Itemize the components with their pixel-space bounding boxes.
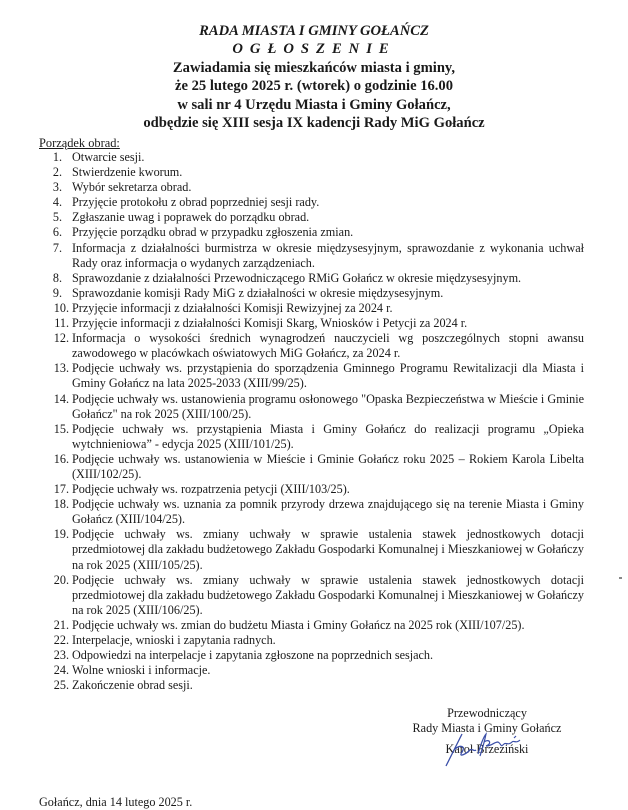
agenda-item bbox=[39, 180, 584, 195]
signature-stroke bbox=[446, 734, 476, 766]
agenda-item-number: 15. bbox=[53, 421, 69, 436]
agenda-item-text: Przyjęcie informacji z działalności Komisji Rewizyjnej za 2024 r. bbox=[72, 300, 393, 315]
agenda-item bbox=[39, 633, 584, 648]
agenda-item-number: 4. bbox=[52, 195, 62, 210]
organization-name: RADA MIASTA I GMINY GOŁAŃCZ bbox=[199, 23, 429, 39]
agenda-item bbox=[39, 271, 584, 286]
agenda-item-number: 23. bbox=[53, 648, 69, 663]
agenda-item-text: Zgłaszanie uwag i poprawek do porządku obrad. bbox=[72, 210, 310, 225]
agenda-item-text: Podjęcie uchwały ws. zmiany uchwały w sprawie ustalenia stawek jednostkowych dotacji przedmiotowej dla zakładu budżetowego Zakładu Gospodarki Komunalnej i Mieszkaniowej w Gołańczy na rok 2025 (XIII/105/25). bbox=[72, 527, 584, 572]
agenda-item-text: Sprawozdanie z działalności Przewodniczącego RMiG Gołańcz w okresie międzysesyjnym. bbox=[72, 270, 522, 285]
agenda-item-number: 22. bbox=[53, 633, 69, 647]
agenda-item-number: 16. bbox=[53, 451, 69, 466]
agenda-item bbox=[39, 316, 584, 331]
agenda-item bbox=[39, 241, 584, 271]
agenda-item-number: 21. bbox=[53, 617, 69, 632]
agenda-item bbox=[39, 422, 584, 452]
agenda-item-text: Zakończenie obrad sesji. bbox=[72, 678, 193, 693]
agenda-item-number: 18. bbox=[53, 497, 69, 512]
place-and-date: Gołańcz, dnia 14 lutego 2025 r. bbox=[39, 795, 193, 809]
agenda-item-text: Przyjęcie porządku obrad w przypadku zgłoszenia zmian. bbox=[72, 225, 354, 240]
agenda-item bbox=[39, 361, 584, 391]
signer-role: Przewodniczący bbox=[447, 706, 527, 720]
agenda-item-number: 3. bbox=[52, 180, 62, 195]
agenda-item bbox=[39, 527, 584, 572]
document-header bbox=[0, 22, 628, 132]
agenda-item bbox=[39, 648, 584, 663]
agenda-item bbox=[39, 678, 584, 693]
agenda-item-number: 2. bbox=[52, 165, 62, 180]
agenda-item-text: Sprawozdanie komisji Rady MiG z działalności w okresie międzysesyjnym. bbox=[72, 285, 444, 300]
agenda-item-number: 10. bbox=[53, 300, 69, 315]
agenda-item bbox=[39, 331, 584, 361]
agenda-item-number: 5. bbox=[52, 210, 62, 225]
announcement-line: że 25 lutego 2025 r. (wtorek) o godzinie 16.00 bbox=[174, 78, 454, 95]
agenda-item bbox=[39, 210, 584, 225]
agenda-item-text: Otwarcie sesji. bbox=[72, 150, 145, 164]
agenda-item-text: Wolne wnioski i informacje. bbox=[72, 663, 211, 678]
agenda-item-number: 1. bbox=[52, 150, 62, 164]
agenda-item bbox=[39, 392, 584, 422]
agenda-item-number: 11. bbox=[54, 316, 69, 331]
agenda-item bbox=[39, 225, 584, 240]
agenda-item bbox=[39, 482, 584, 497]
agenda-title: Porządek obrad: bbox=[39, 136, 120, 150]
agenda-item-number: 20. bbox=[53, 572, 69, 587]
agenda-item bbox=[39, 618, 584, 633]
announcement-line: Zawiadamia się mieszkańców miasta i gminy, bbox=[172, 59, 456, 76]
agenda-item-text: Interpelacje, wnioski i zapytania radnych. bbox=[72, 633, 276, 647]
agenda-item bbox=[39, 452, 584, 482]
agenda-item-text: Podjęcie uchwały ws. rozpatrzenia petycji (XIII/103/25). bbox=[72, 482, 350, 497]
signer-organization: Rady Miasta i Gminy Gołańcz bbox=[412, 721, 562, 735]
agenda-item-number: 17. bbox=[53, 482, 69, 497]
handwritten-signature bbox=[440, 732, 530, 768]
announcement-line: w sali nr 4 Urzędu Miasta i Gminy Gołańcz, bbox=[177, 96, 451, 113]
agenda-item-number: 24. bbox=[53, 663, 69, 678]
agenda-item bbox=[39, 497, 584, 527]
signer-name: Karol Brzeziński bbox=[445, 742, 529, 756]
agenda-item bbox=[39, 663, 584, 678]
agenda-item bbox=[39, 150, 584, 165]
agenda-item-number: 9. bbox=[52, 285, 62, 300]
agenda-item-text: Podjęcie uchwały ws. zmian do budżetu Miasta i Gminy Gołańcz na 2025 rok (XIII/107/25). bbox=[72, 617, 525, 632]
signature-stroke bbox=[478, 734, 520, 756]
agenda-item-number: 14. bbox=[53, 391, 69, 406]
agenda-item-text: Odpowiedzi na interpelacje i zapytania zgłoszone na poprzednich sesjach. bbox=[72, 648, 434, 663]
agenda-item-number: 6. bbox=[52, 225, 62, 240]
agenda-item-text: Informacja o wysokości średnich wynagrodzeń nauczycieli wg poszczególnych stopni awansu zawodowego w placówkach oświatowych MiG Gołańcz, za 2024 r. bbox=[72, 331, 584, 361]
agenda-item-text: Podjęcie uchwały ws. ustanowienia w Mieście i Gminie Gołańcz roku 2025 – Rokiem Karola Libelta (XIII/102/25). bbox=[72, 451, 584, 481]
agenda-item-text: Podjęcie uchwały ws. zmiany uchwały w sprawie ustalenia stawek jednostkowych dotacji przedmiotowej dla zakładu budżetowego Zakładu Gospodarki Komunalnej i Mieszkaniowej w Gołańczy na rok 2025 (XIII/106/25). bbox=[72, 572, 584, 617]
agenda-item bbox=[39, 165, 584, 180]
agenda-item-text: Podjęcie uchwały ws. przystąpienia Miasta i Gminy Gołańcz do realizacji programu „Opieka wytchnieniowa” - edycja 2025 (XIII/101/25). bbox=[72, 421, 584, 451]
agenda-item bbox=[39, 195, 584, 210]
agenda-item-text: Przyjęcie informacji z działalności Komisji Skarg, Wniosków i Petycji za 2024 r. bbox=[72, 316, 468, 331]
announcement-title: OGŁOSZENIE bbox=[232, 41, 396, 58]
agenda-item-number: 19. bbox=[53, 527, 69, 542]
agenda-item-text: Wybór sekretarza obrad. bbox=[72, 180, 192, 195]
agenda-item-number: 8. bbox=[52, 270, 62, 285]
agenda-item-text: Informacja z działalności burmistrza w okresie międzysesyjnym, sprawozdanie z wykonania uchwał Rady oraz informacja o wydanych zarządzeniach. bbox=[72, 240, 584, 270]
scan-mark bbox=[619, 577, 622, 579]
agenda-item-text: Podjęcie uchwały ws. ustanowienia programu osłonowego "Opaska Bezpieczeństwa w Mieście i Gminie Gołańcz" na rok 2025 (XIII/100/25). bbox=[72, 391, 584, 421]
agenda-list bbox=[39, 150, 584, 693]
agenda-item bbox=[39, 286, 584, 301]
announcement-line: odbędzie się XIII sesja IX kadencji Rady MiG Gołańcz bbox=[143, 115, 485, 132]
agenda-item-text: Przyjęcie protokołu z obrad poprzedniej sesji rady. bbox=[72, 195, 320, 210]
agenda-item-text: Podjęcie uchwały ws. uznania za pomnik przyrody drzewa znajdującego się na terenie Miasta i Gminy Gołańcz (XIII/104/25). bbox=[72, 497, 584, 527]
agenda-item bbox=[39, 301, 584, 316]
agenda-item-text: Stwierdzenie kworum. bbox=[72, 165, 183, 180]
agenda-item-number: 25. bbox=[53, 678, 69, 693]
agenda-item-number: 13. bbox=[53, 361, 69, 376]
agenda-item bbox=[39, 573, 584, 618]
agenda-item-number: 7. bbox=[52, 240, 62, 255]
agenda-item-number: 12. bbox=[53, 331, 69, 346]
agenda-item-text: Podjęcie uchwały ws. przystąpienia do sporządzenia Gminnego Programu Rewitalizacji dla Miasta i Gminy Gołańcz na lata 2025-2033 (XIII/99/25). bbox=[72, 361, 584, 391]
